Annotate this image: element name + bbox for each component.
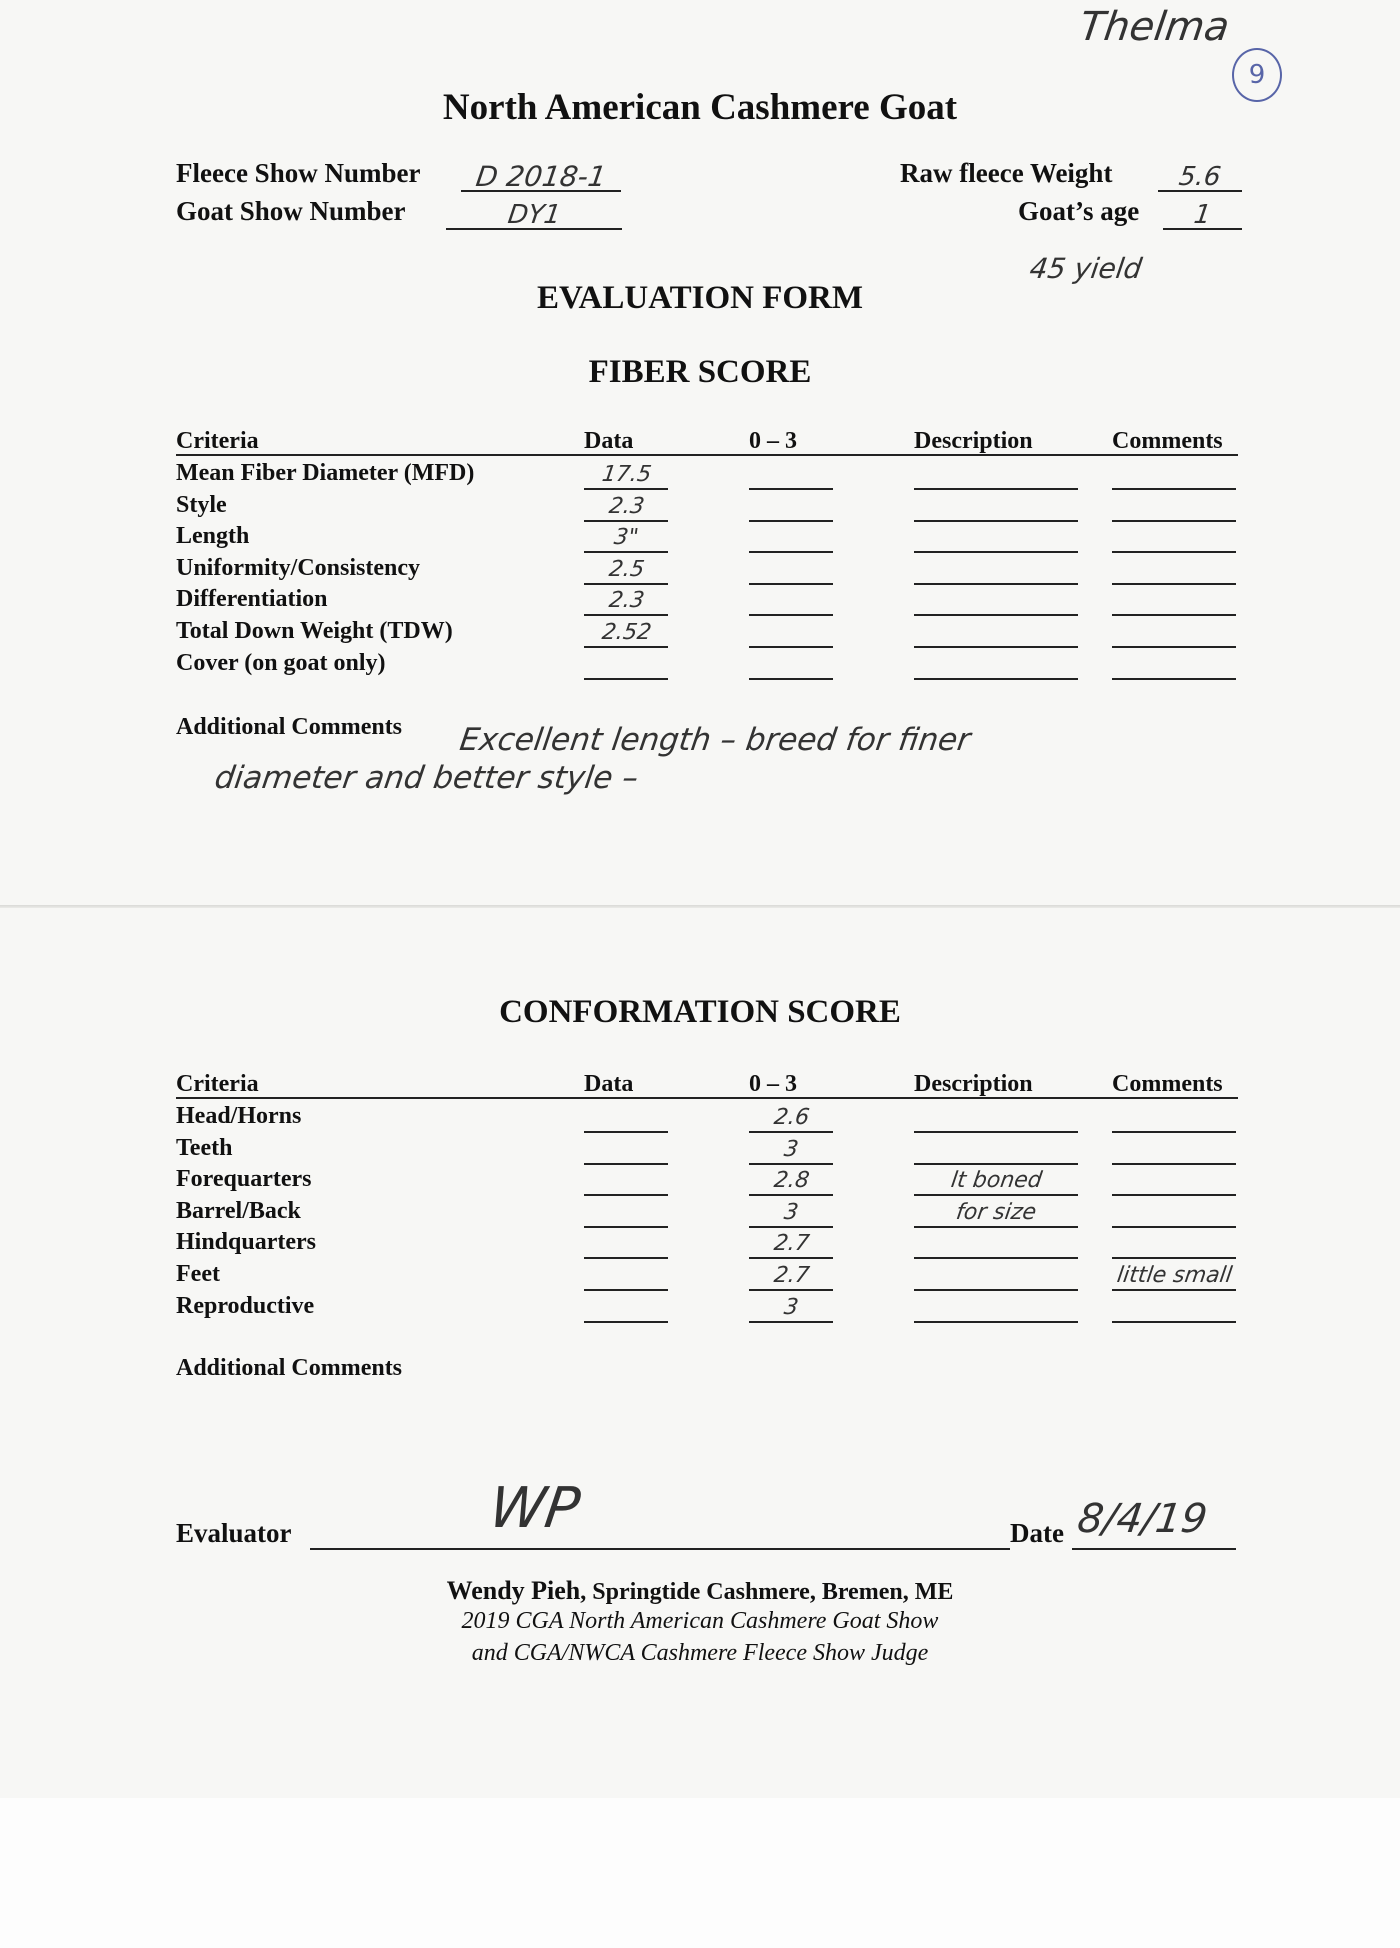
conf-row-label: Reproductive	[176, 1292, 315, 1319]
conf-description-field	[914, 1139, 1078, 1165]
scan-margin	[0, 1798, 1400, 1948]
conf-data-field	[584, 1170, 668, 1196]
conf-score-field	[749, 1265, 833, 1291]
evaluator-line	[310, 1548, 1010, 1550]
fiber-row-label: Total Down Weight (TDW)	[176, 618, 453, 644]
conf-col-data: Data	[584, 1071, 634, 1097]
fiber-additional-comment-line1: Excellent length – breed for finer	[457, 722, 973, 758]
conf-comments-field	[1112, 1139, 1236, 1165]
fiber-data-value: 2.3	[606, 493, 646, 519]
conf-additional-comments-label: Additional Comments	[176, 1355, 403, 1381]
conf-score-field	[749, 1170, 833, 1196]
paper-fold-line	[0, 905, 1400, 908]
fiber-col-criteria: Criteria	[176, 428, 259, 454]
conf-data-field	[584, 1202, 668, 1228]
fiber-data-field	[584, 556, 668, 585]
conf-col-criteria: Criteria	[176, 1071, 259, 1097]
fiber-row-label: Mean Fiber Diameter (MFD)	[176, 460, 475, 486]
yield-note: 45 yield	[1027, 252, 1144, 285]
fiber-data-field	[584, 622, 668, 648]
conf-description-field	[914, 1170, 1078, 1196]
fiber-comments-field	[1112, 590, 1236, 616]
fiber-col-description: Description	[914, 428, 1033, 454]
conf-row-label: Forequarters	[176, 1166, 312, 1193]
conf-score-value: 2.8	[771, 1168, 811, 1194]
judge-line	[0, 1576, 1400, 1606]
date-label: Date	[1010, 1518, 1064, 1548]
fleece-show-number-value: D 2018-1	[474, 160, 609, 193]
conf-data-field	[584, 1233, 668, 1259]
goat-show-number-label: Goat Show Number	[176, 196, 406, 226]
judge-name: Wendy Pieh	[446, 1576, 581, 1605]
fiber-description-field	[914, 590, 1078, 616]
conf-description-field	[914, 1265, 1078, 1291]
judge-show-line: 2019 CGA North American Cashmere Goat Show	[461, 1608, 939, 1634]
fiber-score-title: FIBER SCORE	[588, 354, 812, 390]
conf-description-field	[914, 1297, 1078, 1323]
conf-comments-field	[1112, 1265, 1236, 1291]
judge-affiliation: , Springtide Cashmere, Bremen, ME	[580, 1579, 954, 1605]
conf-row-label: Teeth	[176, 1134, 233, 1161]
fiber-score-field	[749, 654, 833, 680]
fiber-comments-field	[1112, 496, 1236, 522]
conf-row-label: Head/Horns	[176, 1103, 302, 1129]
evaluator-label: Evaluator	[176, 1518, 292, 1548]
fiber-data-value: 17.5	[599, 462, 653, 487]
conf-comments-field	[1112, 1297, 1236, 1323]
conf-data-field	[584, 1297, 668, 1323]
conf-comments-field	[1112, 1233, 1236, 1259]
conf-score-field	[749, 1233, 833, 1259]
fiber-description-field	[914, 527, 1078, 553]
conf-row-label: Barrel/Back	[176, 1197, 301, 1224]
fiber-data-field	[584, 464, 668, 490]
goat-show-number-field	[446, 200, 622, 230]
fiber-col-score: 0 – 3	[749, 428, 797, 454]
conf-score-value: 2.6	[771, 1105, 811, 1130]
conf-description-value: lt boned	[949, 1168, 1044, 1194]
fiber-score-field	[749, 622, 833, 648]
date-value: 8/4/19	[1074, 1496, 1210, 1542]
conf-comments-field	[1112, 1107, 1236, 1133]
fiber-col-data: Data	[584, 428, 634, 454]
conf-col-comments: Comments	[1112, 1071, 1223, 1097]
conf-col-description: Description	[914, 1071, 1033, 1097]
fiber-row-label: Uniformity/Consistency	[176, 554, 420, 581]
conf-comments-field	[1112, 1170, 1236, 1196]
conf-row-label: Hindquarters	[176, 1229, 317, 1256]
fiber-score-field	[749, 496, 833, 522]
handwritten-name: Thelma	[1076, 4, 1233, 50]
conf-row-label: Feet	[176, 1261, 220, 1287]
raw-fleece-weight-field	[1158, 162, 1242, 192]
fiber-score-field	[749, 590, 833, 616]
fiber-row-label: Differentiation	[176, 586, 328, 613]
fiber-data-field	[584, 654, 668, 680]
fiber-description-field	[914, 464, 1078, 490]
conf-score-field	[749, 1294, 833, 1323]
raw-fleece-weight-label: Raw fleece Weight	[900, 158, 1113, 188]
fiber-description-field	[914, 654, 1078, 680]
conf-description-field	[914, 1233, 1078, 1259]
fiber-comments-field	[1112, 622, 1236, 648]
fiber-data-field	[584, 590, 668, 616]
goat-show-number-value: DY1	[505, 200, 563, 230]
conf-description-field	[914, 1199, 1078, 1228]
form-main-title: North American Cashmere Goat	[442, 87, 958, 128]
fiber-data-value: 2.52	[599, 620, 653, 645]
judge-show-line-2: and CGA/NWCA Cashmere Fleece Show Judge	[471, 1640, 929, 1666]
fiber-comments-field	[1112, 527, 1236, 553]
conf-header-rule	[176, 1097, 1238, 1099]
conf-col-score: 0 – 3	[749, 1071, 797, 1097]
fiber-col-comments: Comments	[1112, 428, 1223, 454]
conf-data-field	[584, 1139, 668, 1165]
conf-score-value: 2.7	[771, 1231, 811, 1257]
evaluation-form-title: EVALUATION FORM	[536, 280, 864, 316]
fiber-score-field	[749, 559, 833, 585]
raw-fleece-weight-value: 5.6	[1177, 162, 1223, 192]
evaluator-signature: WP	[485, 1476, 584, 1541]
conf-data-field	[584, 1265, 668, 1291]
fiber-description-field	[914, 559, 1078, 585]
fiber-data-field	[584, 527, 668, 553]
fiber-score-field	[749, 464, 833, 490]
goats-age-label: Goat’s age	[1018, 196, 1140, 226]
fiber-score-field	[749, 527, 833, 553]
fiber-data-value: 2.5	[606, 556, 646, 582]
fiber-additional-comments-label: Additional Comments	[176, 714, 403, 740]
fiber-description-field	[914, 496, 1078, 522]
conf-description-field	[914, 1107, 1078, 1133]
conf-score-value: 3	[782, 1199, 800, 1225]
fiber-row-label: Length	[176, 523, 250, 550]
fiber-header-rule	[176, 454, 1238, 456]
fiber-data-field	[584, 493, 668, 522]
conf-comments-field	[1112, 1202, 1236, 1228]
fiber-comments-field	[1112, 464, 1236, 490]
fiber-comments-field	[1112, 654, 1236, 680]
conf-score-field	[749, 1107, 833, 1133]
fiber-additional-comment-line2: diameter and better style –	[212, 760, 641, 796]
conf-score-value: 3	[782, 1294, 800, 1320]
conf-score-value: 2.7	[771, 1263, 811, 1288]
conf-score-field	[749, 1136, 833, 1165]
conf-comments-value: little small	[1115, 1263, 1234, 1288]
fiber-comments-field	[1112, 559, 1236, 585]
fleece-show-number-label: Fleece Show Number	[176, 158, 421, 188]
conformation-score-title: CONFORMATION SCORE	[499, 994, 901, 1030]
conf-data-field	[584, 1107, 668, 1133]
conf-score-value: 3	[782, 1136, 800, 1162]
fiber-row-label: Cover (on goat only)	[176, 649, 386, 676]
goats-age-field	[1163, 200, 1242, 230]
fiber-data-value: 2.3	[606, 588, 646, 614]
goats-age-value: 1	[1192, 200, 1214, 230]
fiber-row-label: Style	[176, 491, 227, 518]
date-line	[1072, 1548, 1236, 1550]
conf-description-value: for size	[954, 1199, 1038, 1225]
fiber-data-value: 3"	[612, 525, 641, 551]
fiber-description-field	[914, 622, 1078, 648]
fleece-show-number-field	[461, 160, 621, 193]
conf-score-field	[749, 1199, 833, 1228]
circled-number-text: 9	[1248, 60, 1266, 90]
